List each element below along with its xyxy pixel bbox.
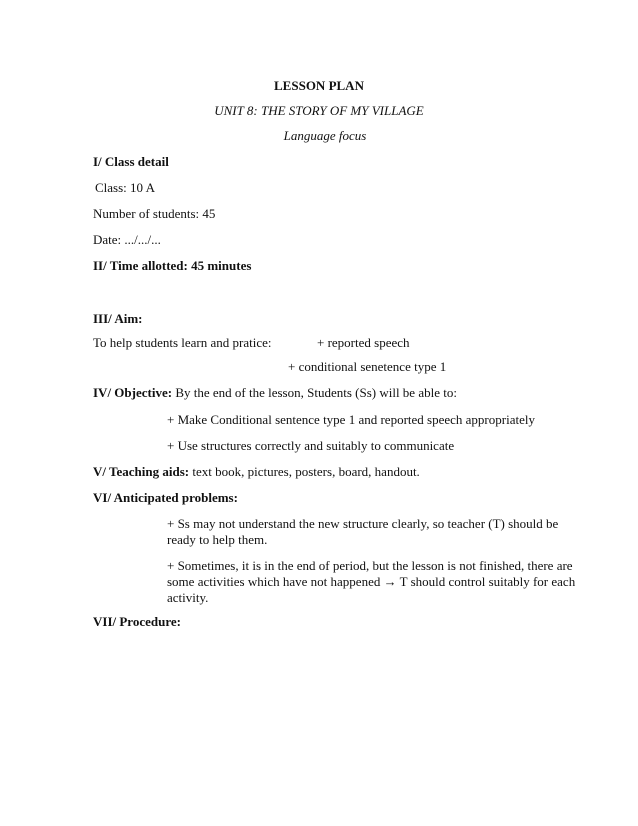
objective-line: [93, 385, 457, 401]
time-allotted-heading: II/ Time allotted: 45 minutes: [93, 258, 252, 273]
class-detail-heading: I/ Class detail: [93, 154, 169, 169]
objective-heading: IV/ Objective:: [93, 385, 173, 400]
aim-item: + reported speech: [317, 335, 410, 350]
teaching-aids-line: [93, 464, 420, 480]
objective-text: By the end of the lesson, Students (Ss) will be able to:: [175, 385, 457, 400]
aim-intro: To help students learn and pratice:: [93, 335, 272, 350]
anticipated-problems-heading: VI/ Anticipated problems:: [93, 490, 238, 505]
date-line: Date: .../.../...: [93, 232, 161, 247]
teaching-aids-text: text book, pictures, posters, board, handout.: [192, 464, 420, 479]
problem-item: + Ss may not understand the new structure clearly, so teacher (T) should be ready to help them.: [167, 516, 559, 547]
document-title: LESSON PLAN: [274, 78, 364, 93]
aim-heading: III/ Aim:: [93, 311, 143, 326]
unit-title: UNIT 8: THE STORY OF MY VILLAGE: [214, 103, 424, 118]
class-line: Class: 10 A: [95, 180, 155, 195]
students-line: Number of students: 45: [93, 206, 216, 221]
procedure-heading: VII/ Procedure:: [93, 614, 181, 629]
teaching-aids-heading: V/ Teaching aids:: [93, 464, 190, 479]
aim-item: + conditional senetence type 1: [288, 359, 447, 374]
objective-item: + Make Conditional sentence type 1 and reported speech appropriately: [167, 412, 535, 427]
focus-subtitle: Language focus: [283, 128, 367, 143]
problem-item: + Sometimes, it is in the end of period, but the lesson is not finished, there are some activities which have not happened → T should control suitably for each activity.: [167, 558, 576, 605]
objective-item: + Use structures correctly and suitably to communicate: [167, 438, 455, 453]
